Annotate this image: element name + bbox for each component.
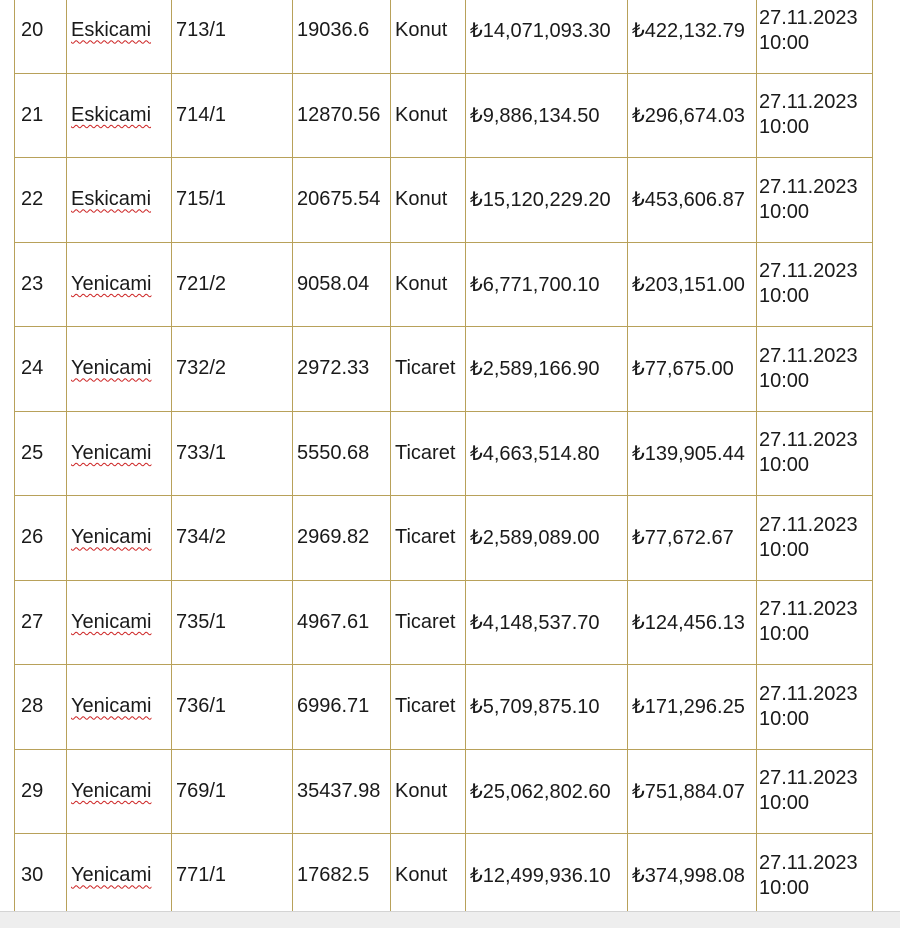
- cell-ada-parsel: 769/1: [172, 749, 293, 834]
- cell-teminat: ₺422,132.79: [628, 0, 757, 73]
- cell-no: 24: [15, 327, 67, 412]
- cell-tarih-saat: [757, 73, 873, 158]
- cell-nitelik: Ticaret: [391, 665, 466, 750]
- cell-tarih-saat: [757, 834, 873, 919]
- cell-teminat: ₺296,674.03: [628, 73, 757, 158]
- cell-mahalle: [67, 73, 172, 158]
- table-row: [15, 496, 873, 581]
- cell-nitelik: Konut: [391, 0, 466, 73]
- cell-mahalle: [67, 665, 172, 750]
- cell-teminat: ₺139,905.44: [628, 411, 757, 496]
- cell-teminat: ₺77,675.00: [628, 327, 757, 412]
- cell-nitelik: Ticaret: [391, 496, 466, 581]
- cell-tarih-saat: [757, 665, 873, 750]
- cell-ada-parsel: 714/1: [172, 73, 293, 158]
- cell-alan: 2972.33: [293, 327, 391, 412]
- cell-tarih-saat: [757, 327, 873, 412]
- cell-bedel: ₺25,062,802.60: [466, 749, 628, 834]
- table-row: [15, 0, 873, 73]
- cell-bedel: ₺4,663,514.80: [466, 411, 628, 496]
- cell-mahalle: [67, 411, 172, 496]
- cell-ada-parsel: 734/2: [172, 496, 293, 581]
- bottom-scroll-strip: [0, 911, 900, 928]
- cell-bedel: ₺9,886,134.50: [466, 73, 628, 158]
- cell-mahalle: [67, 749, 172, 834]
- table-row: [15, 73, 873, 158]
- cell-alan: 4967.61: [293, 580, 391, 665]
- mahalle-text: Yenicami: [71, 272, 152, 295]
- mahalle-text: Yenicami: [71, 695, 152, 718]
- saat-text: 10:00: [759, 792, 810, 815]
- cell-alan: 35437.98: [293, 749, 391, 834]
- mahalle-text: Yenicami: [71, 441, 152, 464]
- cell-bedel: ₺4,148,537.70: [466, 580, 628, 665]
- cell-bedel: ₺5,709,875.10: [466, 665, 628, 750]
- saat-text: 10:00: [759, 116, 810, 139]
- cell-tarih-saat: [757, 0, 873, 73]
- tarih-text: 27.11.2023: [759, 598, 858, 621]
- cell-nitelik: Ticaret: [391, 580, 466, 665]
- table-row: [15, 327, 873, 412]
- table-body: [15, 0, 873, 918]
- tarih-text: 27.11.2023: [759, 344, 858, 367]
- cell-bedel: ₺2,589,166.90: [466, 327, 628, 412]
- cell-teminat: ₺171,296.25: [628, 665, 757, 750]
- saat-text: 10:00: [759, 538, 810, 561]
- mahalle-text: Yenicami: [71, 864, 152, 887]
- tarih-text: 27.11.2023: [759, 682, 858, 705]
- cell-alan: 2969.82: [293, 496, 391, 581]
- cell-no: 21: [15, 73, 67, 158]
- cell-ada-parsel: 733/1: [172, 411, 293, 496]
- cell-alan: 17682.5: [293, 834, 391, 919]
- cell-nitelik: Konut: [391, 749, 466, 834]
- cell-ada-parsel: 713/1: [172, 0, 293, 73]
- cell-tarih-saat: [757, 158, 873, 243]
- cell-teminat: ₺453,606.87: [628, 158, 757, 243]
- cell-bedel: ₺12,499,936.10: [466, 834, 628, 919]
- cell-nitelik: Konut: [391, 158, 466, 243]
- cell-mahalle: [67, 496, 172, 581]
- cell-teminat: ₺77,672.67: [628, 496, 757, 581]
- mahalle-text: Yenicami: [71, 779, 152, 802]
- cell-no: 25: [15, 411, 67, 496]
- cell-ada-parsel: 736/1: [172, 665, 293, 750]
- cell-ada-parsel: 732/2: [172, 327, 293, 412]
- table-row: [15, 665, 873, 750]
- cell-nitelik: Ticaret: [391, 411, 466, 496]
- tarih-text: 27.11.2023: [759, 429, 858, 452]
- cell-tarih-saat: [757, 749, 873, 834]
- cell-mahalle: [67, 834, 172, 919]
- cell-tarih-saat: [757, 411, 873, 496]
- cell-mahalle: [67, 327, 172, 412]
- saat-text: 10:00: [759, 454, 810, 477]
- cell-alan: 19036.6: [293, 0, 391, 73]
- saat-text: 10:00: [759, 200, 810, 223]
- tarih-text: 27.11.2023: [759, 91, 858, 114]
- mahalle-text: Eskicami: [71, 19, 152, 42]
- mahalle-text: Yenicami: [71, 526, 152, 549]
- cell-bedel: ₺14,071,093.30: [466, 0, 628, 73]
- cell-tarih-saat: [757, 242, 873, 327]
- mahalle-text: Eskicami: [71, 103, 152, 126]
- cell-nitelik: Konut: [391, 73, 466, 158]
- saat-text: 10:00: [759, 31, 810, 54]
- cell-mahalle: [67, 158, 172, 243]
- cell-ada-parsel: 771/1: [172, 834, 293, 919]
- cell-nitelik: Konut: [391, 242, 466, 327]
- tarih-text: 27.11.2023: [759, 260, 858, 283]
- cell-ada-parsel: 721/2: [172, 242, 293, 327]
- cell-tarih-saat: [757, 580, 873, 665]
- cell-mahalle: [67, 0, 172, 73]
- saat-text: 10:00: [759, 285, 810, 308]
- table-row: [15, 158, 873, 243]
- cell-no: 29: [15, 749, 67, 834]
- table-row: [15, 242, 873, 327]
- tarih-text: 27.11.2023: [759, 513, 858, 536]
- saat-text: 10:00: [759, 369, 810, 392]
- cell-alan: 9058.04: [293, 242, 391, 327]
- cell-ada-parsel: 715/1: [172, 158, 293, 243]
- cell-ada-parsel: 735/1: [172, 580, 293, 665]
- cell-teminat: ₺124,456.13: [628, 580, 757, 665]
- cell-tarih-saat: [757, 496, 873, 581]
- cell-mahalle: [67, 242, 172, 327]
- table-row: [15, 411, 873, 496]
- cell-teminat: ₺374,998.08: [628, 834, 757, 919]
- cell-no: 20: [15, 0, 67, 73]
- cell-bedel: ₺15,120,229.20: [466, 158, 628, 243]
- cell-alan: 6996.71: [293, 665, 391, 750]
- parcel-table: [14, 0, 873, 919]
- cell-no: 23: [15, 242, 67, 327]
- cell-teminat: ₺751,884.07: [628, 749, 757, 834]
- cell-alan: 20675.54: [293, 158, 391, 243]
- table-row: [15, 580, 873, 665]
- saat-text: 10:00: [759, 876, 810, 899]
- table-row: [15, 749, 873, 834]
- cell-no: 27: [15, 580, 67, 665]
- mahalle-text: Yenicami: [71, 610, 152, 633]
- cell-no: 28: [15, 665, 67, 750]
- cell-bedel: ₺2,589,089.00: [466, 496, 628, 581]
- cell-nitelik: Ticaret: [391, 327, 466, 412]
- saat-text: 10:00: [759, 623, 810, 646]
- cell-no: 26: [15, 496, 67, 581]
- cell-nitelik: Konut: [391, 834, 466, 919]
- tarih-text: 27.11.2023: [759, 175, 858, 198]
- cell-alan: 5550.68: [293, 411, 391, 496]
- mahalle-text: Yenicami: [71, 357, 152, 380]
- cell-no: 30: [15, 834, 67, 919]
- tarih-text: 27.11.2023: [759, 851, 858, 874]
- table-row: [15, 834, 873, 919]
- mahalle-text: Eskicami: [71, 188, 152, 211]
- saat-text: 10:00: [759, 707, 810, 730]
- cell-no: 22: [15, 158, 67, 243]
- cell-bedel: ₺6,771,700.10: [466, 242, 628, 327]
- cell-mahalle: [67, 580, 172, 665]
- cell-teminat: ₺203,151.00: [628, 242, 757, 327]
- tarih-text: 27.11.2023: [759, 767, 858, 790]
- tarih-text: 27.11.2023: [759, 6, 858, 29]
- cell-alan: 12870.56: [293, 73, 391, 158]
